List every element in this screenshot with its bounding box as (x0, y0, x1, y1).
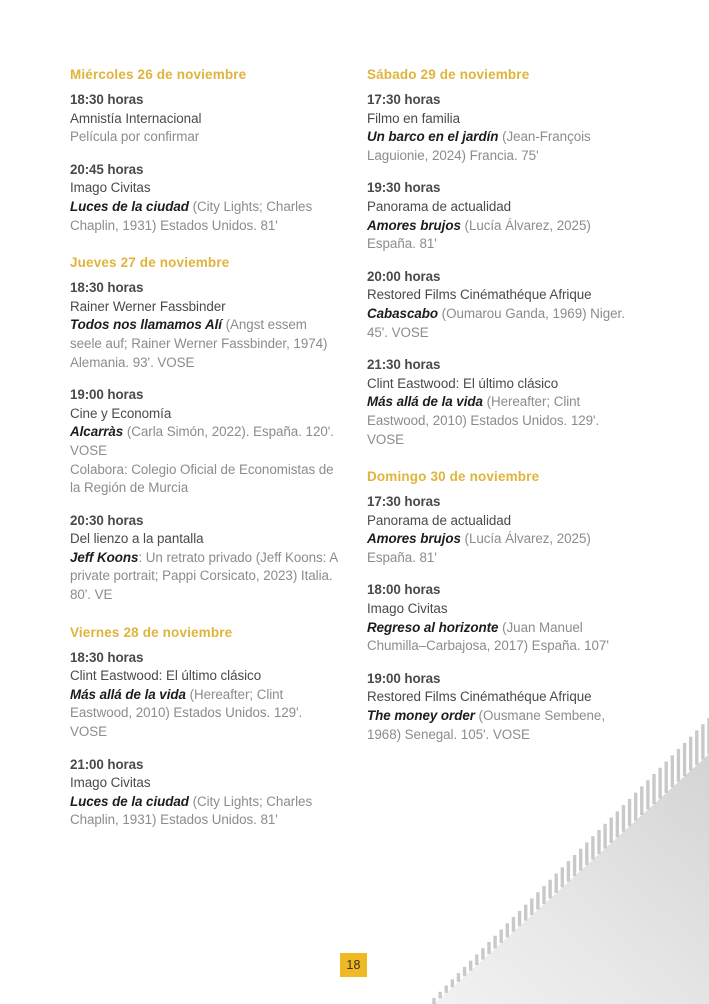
event-time: 21:00 horas (70, 756, 144, 772)
event-cycle-name: Restored Films Cinémathéque Afrique (367, 287, 592, 303)
event-entry (367, 268, 639, 342)
event-film-details: (Angst essem seele auf; Rainer Werner Fassbinder, 1974) Alemania. 93'. VOSE (70, 317, 328, 370)
event-entry (367, 179, 639, 253)
event-time: 19:00 horas (367, 670, 441, 686)
event-film (70, 316, 342, 372)
event-cycle-name: Panorama de actualidad (367, 512, 512, 528)
event-film (367, 128, 639, 165)
event-film (70, 686, 342, 742)
day-heading: Miércoles 26 de noviembre (70, 67, 247, 82)
event-time: 20:00 horas (367, 268, 441, 284)
event-film-details: : Un retrato privado (Jeff Koons: A private portrait; Pappi Corsicato, 2023) Italia. 80'. VE (70, 549, 338, 603)
event-film (70, 793, 342, 830)
event-film-details: (City Lights; Charles Chaplin, 1931) Estados Unidos. 81' (70, 198, 313, 233)
program-column-1 (70, 66, 342, 830)
event-cycle-name: Restored Films Cinémathéque Afrique (367, 689, 592, 705)
event-film (367, 707, 639, 744)
event-cycle-name: Panorama de actualidad (367, 198, 512, 214)
event-film (70, 198, 342, 235)
event-film-details: (City Lights; Charles Chaplin, 1931) Estados Unidos. 81' (70, 793, 313, 828)
event-film (367, 393, 639, 449)
event-film-title: Cabascabo (367, 305, 438, 321)
event-entry (367, 581, 639, 655)
event-time: 18:30 horas (70, 92, 144, 107)
event-entry (367, 356, 639, 449)
event-time: 18:30 horas (70, 649, 144, 665)
event-film-title: Jeff Koons (70, 549, 139, 565)
event-film-details: (Jean-François Laguionie, 2024) Francia. 75' (367, 129, 591, 163)
event-film-title: Regreso al horizonte (367, 619, 499, 635)
event-film (367, 619, 639, 656)
day-heading: Jueves 27 de noviembre (70, 255, 230, 271)
program-columns (70, 66, 640, 830)
event-time: 17:30 horas (367, 494, 441, 510)
day-block (70, 624, 342, 830)
event-cycle-name: Amnistía Internacional (70, 110, 202, 126)
event-time: 17:30 horas (367, 92, 441, 107)
page-number-badge (340, 953, 367, 977)
event-cycle-name: Imago Civitas (70, 775, 151, 791)
event-film-details: (Carla Simón, 2022). España. 120'. VOSE (70, 424, 334, 458)
event-cycle-name: Filmo en familia (367, 110, 460, 126)
event-film-details: (Hereafter; Clint Eastwood, 2010) Estados Unidos. 129'. VOSE (70, 686, 303, 740)
day-block (367, 66, 639, 449)
event-film (70, 549, 342, 605)
event-film-title: Luces de la ciudad (70, 198, 189, 214)
day-heading: Viernes 28 de noviembre (70, 624, 233, 640)
event-film-details: (Lucía Álvarez, 2025) España. 81' (367, 217, 591, 252)
event-entry (70, 649, 342, 742)
event-cycle-name: Imago Civitas (70, 180, 151, 196)
event-film-title: Más allá de la vida (367, 394, 483, 410)
event-film-title: Amores brujos (367, 217, 461, 233)
event-note: Película por confirmar (70, 129, 200, 145)
program-column-2 (367, 66, 639, 744)
event-entry (367, 493, 639, 567)
event-entry (70, 91, 342, 147)
event-film-title: Alcarràs (70, 424, 124, 440)
event-film (367, 305, 639, 342)
event-film-details: (Ousmane Sembene, 1968) Senegal. 105'. VOSE (367, 708, 605, 742)
event-entry (367, 670, 639, 744)
event-film (70, 423, 342, 460)
event-time: 21:30 horas (367, 357, 441, 373)
event-cycle-name: Rainer Werner Fassbinder (70, 298, 226, 314)
day-block (70, 66, 342, 235)
day-heading: Domingo 30 de noviembre (367, 469, 540, 485)
event-time: 20:30 horas (70, 512, 144, 528)
event-film-title: Más allá de la vida (70, 686, 186, 702)
event-entry (70, 756, 342, 830)
event-film-details: (Juan Manuel Chumilla–Carbajosa, 2017) España. 107' (367, 619, 609, 654)
event-entry (367, 91, 639, 165)
event-film (367, 530, 639, 567)
page-number: 18 (346, 958, 361, 972)
event-time: 19:30 horas (367, 180, 441, 196)
event-film-title: The money order (367, 708, 475, 724)
event-entry (70, 386, 342, 498)
event-cycle-name: Cine y Economía (70, 405, 172, 421)
event-film-title: Amores brujos (367, 531, 461, 547)
event-cycle-name: Clint Eastwood: El último clásico (70, 668, 262, 684)
event-time: 20:45 horas (70, 161, 144, 177)
event-film (367, 217, 639, 254)
event-time: 19:00 horas (70, 387, 144, 403)
event-film-details: (Oumarou Ganda, 1969) Niger. 45'. VOSE (367, 305, 625, 340)
event-note: Colabora: Colegio Oficial de Economistas de la Región de Murcia (70, 461, 334, 496)
event-entry (70, 512, 342, 605)
event-entry (70, 161, 342, 235)
event-film-title: Un barco en el jardín (367, 129, 499, 145)
event-cycle-name: Imago Civitas (367, 601, 448, 617)
event-time: 18:00 horas (367, 582, 441, 598)
event-cycle-name: Del lienzo a la pantalla (70, 531, 204, 547)
event-entry (70, 279, 342, 372)
event-film-title: Todos nos llamamos Alí (70, 317, 222, 333)
event-time: 18:30 horas (70, 280, 144, 296)
day-heading: Sábado 29 de noviembre (367, 67, 530, 82)
event-cycle-name: Clint Eastwood: El último clásico (367, 375, 559, 391)
day-block (70, 254, 342, 605)
event-film-details: (Lucía Álvarez, 2025) España. 81' (367, 531, 591, 565)
event-film-title: Luces de la ciudad (70, 793, 189, 809)
event-film-details: (Hereafter; Clint Eastwood, 2010) Estados Unidos. 129'. VOSE (367, 394, 600, 447)
day-block (367, 468, 639, 744)
